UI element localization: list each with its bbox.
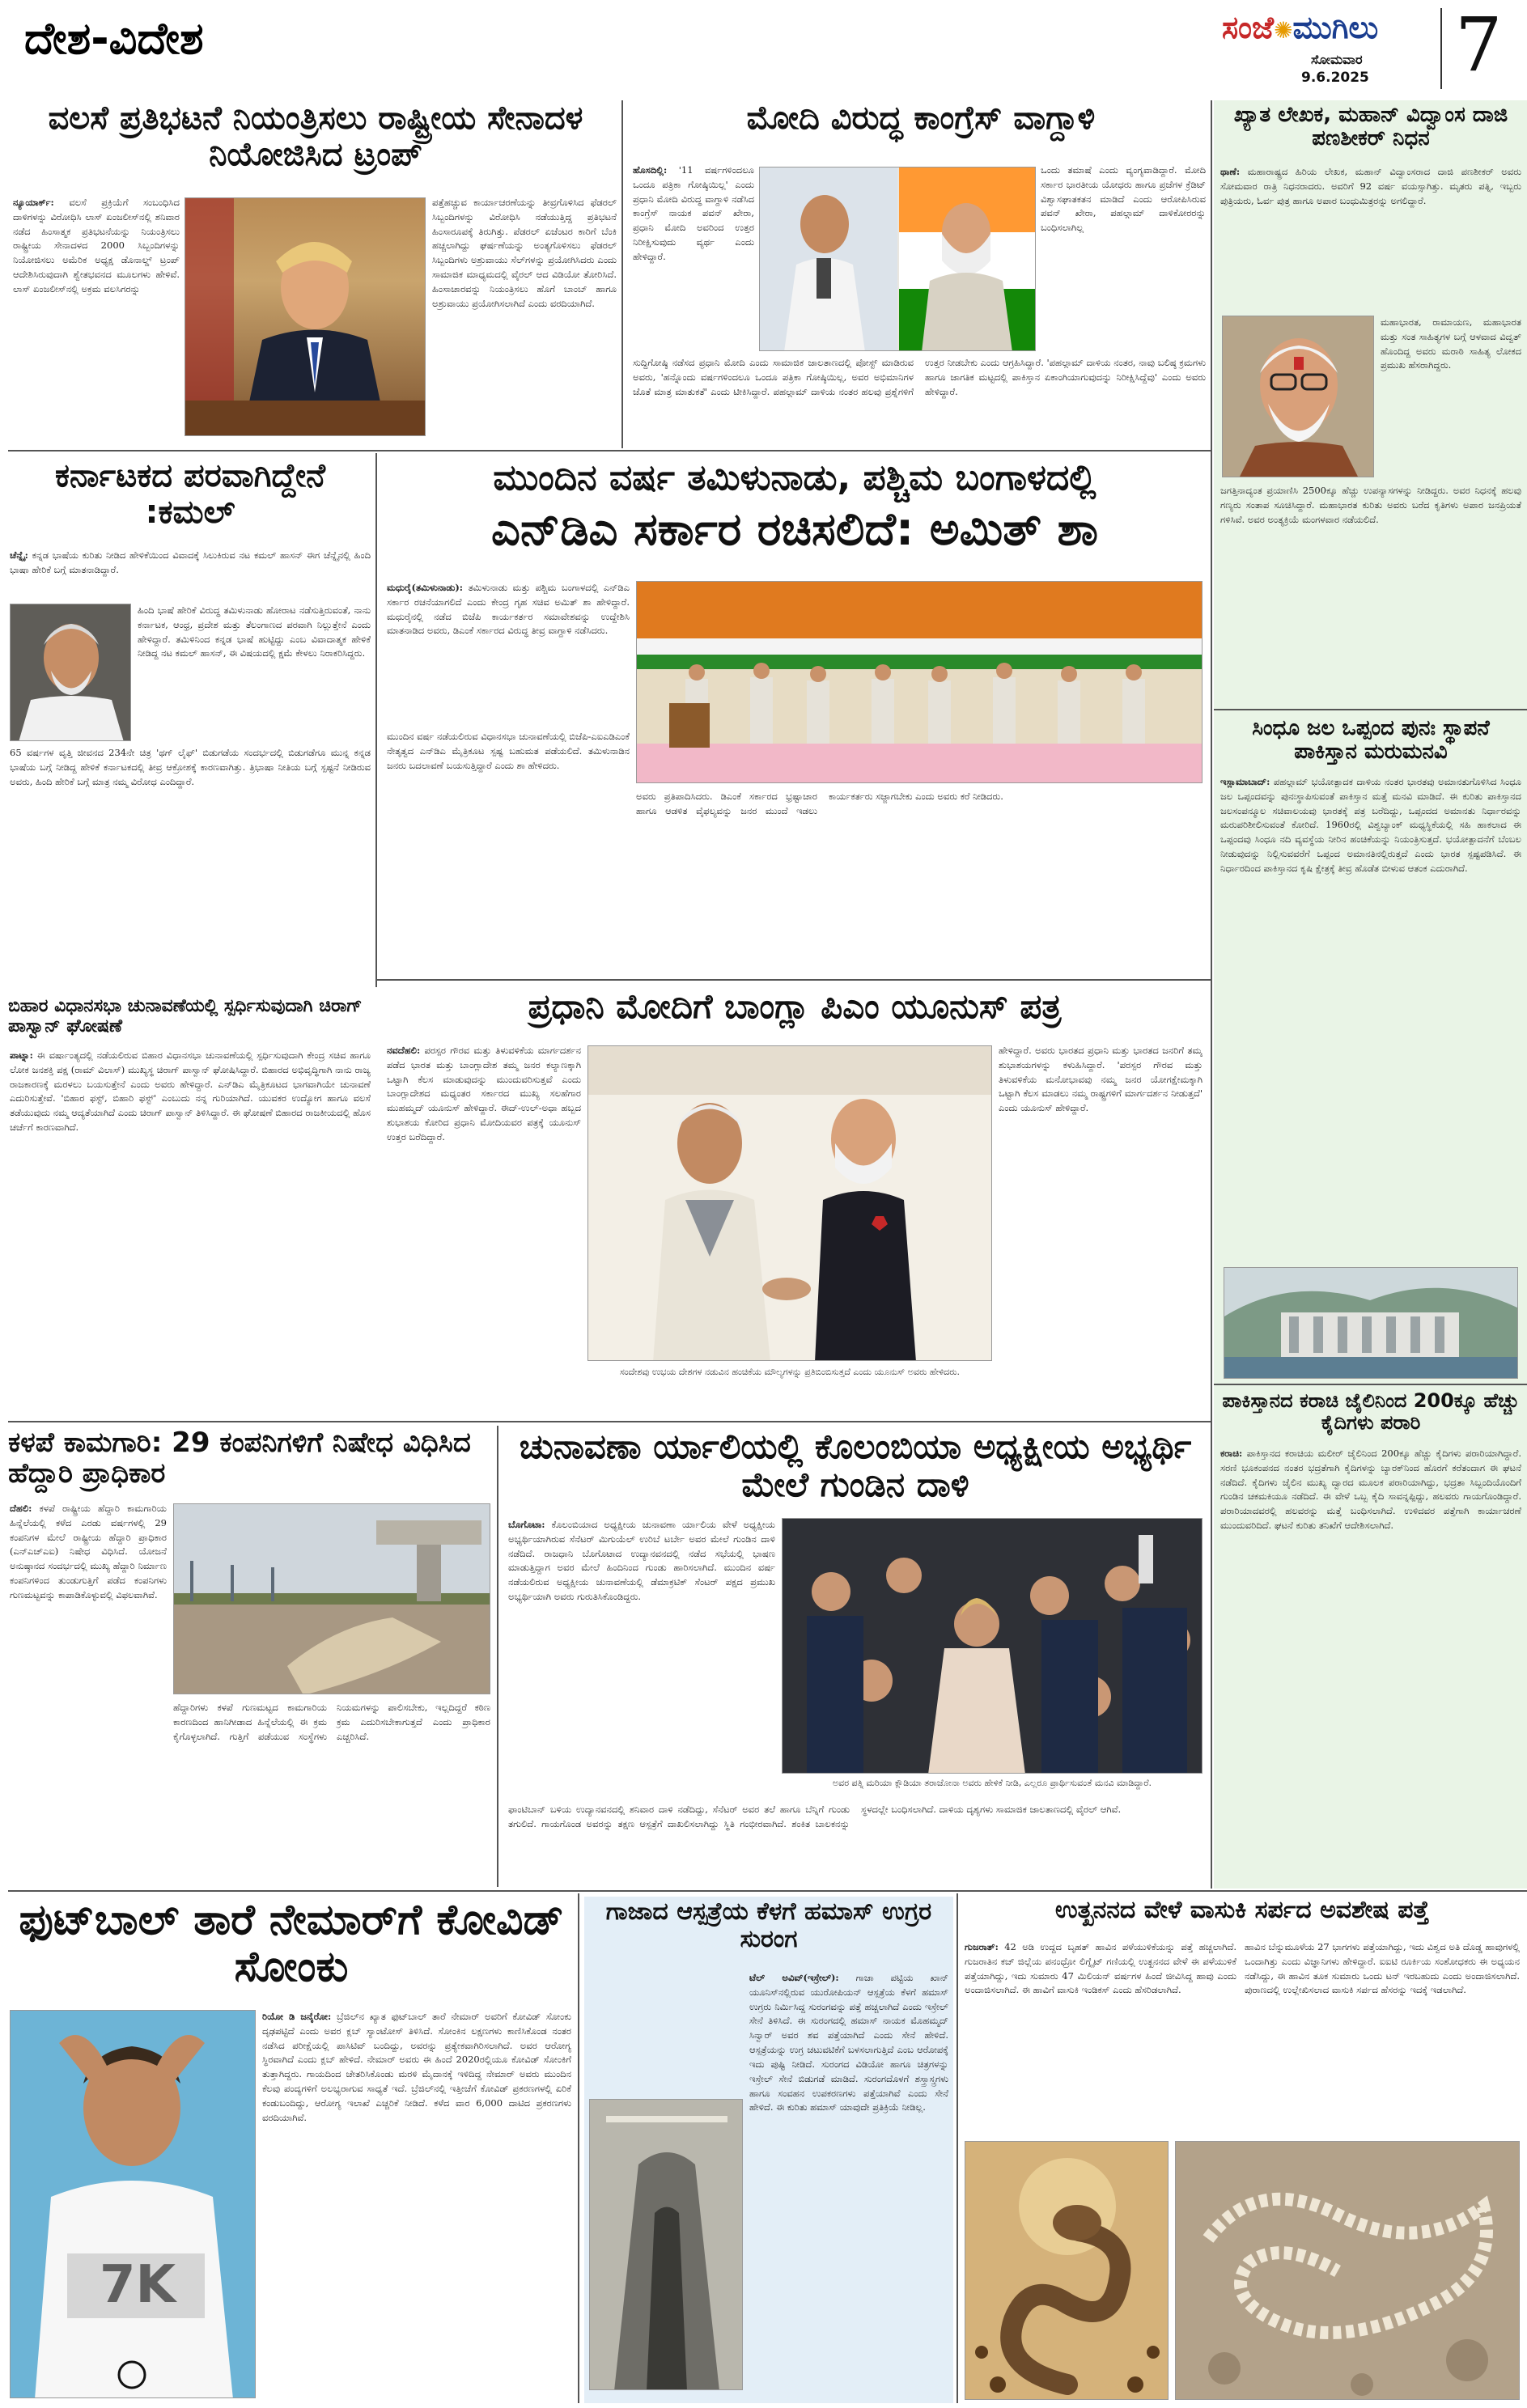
- article-body-col2: ಪತ್ತೆಹಚ್ಚುವ ಕಾರ್ಯಾಚರಣೆಯನ್ನು ತೀವ್ರಗೊಳಿಸಿದ ಫೆಡರಲ್ ಸಿಬ್ಬಂದಿಗಳನ್ನು ವಿರೋಧಿಸಿ ನಡೆಯುತ್ತಿದ್ದ ಪ್ರತಿಭಟನೆ ಹಿಂಸಾರೂಪಕ್ಕೆ ತಿರುಗಿತ್ತು. ಪೆಡರಲ್ ಏಜೆಂಟರ ಕಾರಿಗೆ ಬೆಂಕಿ ಹಚ್ಚಲಾಗಿದ್ದು ಘರ್ಷಣೆಯನ್ನು ಅಂತ್ಯಗೊಳಿಸಲು ಫೆಡರಲ್ ಸಿಬ್ಬಂದಿಗಳು ಅಶ್ರುವಾಯು ಸೆಲ್‌ಗಳನ್ನು ಪ್ರಯೋಗಿಸಿದರು ಎಂದು ಸಾಮಾಜಿಕ ಮಾಧ್ಯಮದಲ್ಲಿ ವೈರಲ್ ಆದ ವಿಡಿಯೋ ತೋರಿಸಿದೆ. ಹಿಂಸಾಚಾರವನ್ನು ನಿಯಂತ್ರಿಸಲು ಹೊಗೆ ಬಾಂಬ್ ಹಾಗೂ ಅಶ್ರುವಾಯು ಪ್ರಯೋಗಿಸಲಾಗಿದೆ ಎಂದು ವರದಿಯಾಗಿದೆ.: [432, 197, 617, 309]
- headline: ಬಿಹಾರ ವಿಧಾನಸಭಾ ಚುನಾವಣೆಯಲ್ಲಿ ಸ್ಪರ್ಧಿಸುವುದಾಗಿ ಚಿರಾಗ್ ಪಾಸ್ವಾನ್ ಘೋಷಣೆ: [8, 996, 363, 1037]
- dateline: ಬೊಗೊಟಾ:: [508, 1519, 545, 1530]
- text-spacer: [589, 1971, 749, 2104]
- article-yunus: [384, 987, 1206, 1416]
- article-gaza: [584, 1897, 953, 2403]
- article-body-top: [10, 549, 371, 597]
- khera-modi-photo: [759, 167, 1036, 351]
- article-obituary: [1220, 104, 1521, 702]
- article-body-col2: ಹೇಳಿದ್ದಾರೆ. ಅವರು ಭಾರತದ ಪ್ರಧಾನಿ ಮತ್ತು ಭಾರತದ ಜನರಿಗೆ ತಮ್ಮ ಶುಭಾಶಯಗಳನ್ನು ಕಳುಹಿಸಿದ್ದಾರೆ. 'ಪರಸ್ಪರ ಗೌರವ ಮತ್ತು ತಿಳುವಳಿಕೆಯ ಮನೋಭಾವವು ನಮ್ಮ ಜನರ ಯೋಗಕ್ಷೇಮಕ್ಕಾಗಿ ಒಟ್ಟಾಗಿ ಕೆಲಸ ಮಾಡಲು ನಮ್ಮ ರಾಷ್ಟ್ರಗಳಿಗೆ ಮಾರ್ಗದರ್ಶನ ನೀಡುತ್ತದೆ' ಎಂದು ಯೂನುಸ್ ಹೇಳಿದ್ದಾರೆ.: [999, 1045, 1203, 1114]
- article-body-bottom: ಸುದ್ದಿಗೋಷ್ಠಿ ನಡೆಸದ ಪ್ರಧಾನಿ ಮೋದಿ ಎಂದು ಸಾಮಾಜಿಕ ಜಾಲತಾಣದಲ್ಲಿ ಪೋಸ್ಟ್ ಮಾಡಿರುವ ಅವರು, 'ಹನ್ನೊಂದು ವರ್ಷಗಳಿಂದಲೂ ಒಂದೂ ಪತ್ರಿಕಾ ಗೋಷ್ಠಿಯಿಲ್ಲ, ಅವರ ಅಭಿಮಾನಿಗಳ ಜೊತೆ ಮಾತ್ರ ಮಾತುಕತೆ' ಎಂದು ಟೀಕಿಸಿದ್ದಾರೆ. ಪಹಲ್ಗಾಮ್ ದಾಳಿಯ ನಂತರ ಹಲವು ಪ್ರಶ್ನೆಗಳಿಗೆ ಉತ್ತರ ನೀಡಬೇಕು ಎಂದು ಆಗ್ರಹಿಸಿದ್ದಾರೆ. 'ಪಹಲ್ಗಾಮ್ ದಾಳಿಯ ನಂತರ, ನಾವು ಬಲಿಷ್ಠ ಕ್ರಮಗಳು ಹಾಗೂ ಜಾಗತಿಕ ಮಟ್ಟದಲ್ಲಿ ಪಾಕಿಸ್ತಾನ ಏಕಾಂಗಿಯಾಗುವುದನ್ನು ನಿರೀಕ್ಷಿಸಿದ್ದೆವು' ಎಂದು ಅವರು ಹೇಳಿದ್ದಾರೆ.: [633, 357, 1206, 397]
- elderly-man-figure: [1223, 316, 1374, 477]
- article-body: [1220, 775, 1521, 1228]
- headline-line-2: ಎನ್‌ಡಿಎ ಸರ್ಕಾರ ರಚಿಸಲಿದೆ: ಅಮಿತ್ ಶಾ: [491, 503, 1098, 556]
- headline-line-1: ಮುಂದಿನ ವರ್ಷ ತಮಿಳುನಾಡು, ಪಶ್ಚಿಮ ಬಂಗಾಳದಲ್ಲಿ: [493, 457, 1096, 498]
- article-trump: [8, 100, 621, 448]
- neymar-photo: [10, 2010, 256, 2398]
- article-body-bottom: 65 ವರ್ಷಗಳ ವೃತ್ತಿ ಜೀವನದ 234ನೇ ಚಿತ್ರ 'ಥಗ್ ಲೈಫ್' ಬಿಡುಗಡೆಯ ಸಂದರ್ಭದಲ್ಲಿ ಬಿಡುಗಡೆಗೂ ಮುನ್ನ ಕನ್ನಡ ಭಾಷೆಯ ಬಗ್ಗೆ ನೀಡಿದ್ದ ಹೇಳಿಕೆ ಕರ್ನಾಟಕದಲ್ಲಿ ತೀವ್ರ ಆಕ್ರೋಶಕ್ಕೆ ಕಾರಣವಾಗಿತ್ತು. ತ್ರಿಭಾಷಾ ನೀತಿಯ ಬಗ್ಗೆ ಸ್ಪಷ್ಟನೆ ನೀಡಿರುವ ಅವರು, ಹಿಂದಿ ಹೇರಿಕೆ ಬಗ್ಗೆ ಮಾತ್ರ ನಮ್ಮ ವಿರೋಧ ಎಂದಿದ್ದಾರೆ.: [10, 747, 371, 787]
- paper-logo: [1222, 10, 1378, 46]
- article-body-col2: ಹಾವಿನ ಬೆನ್ನುಮೂಳೆಯ 27 ಭಾಗಗಳು ಪತ್ತೆಯಾಗಿದ್ದು, ಇದು ವಿಶ್ವದ ಅತಿ ದೊಡ್ಡ ಹಾವುಗಳಲ್ಲಿ ಒಂದಾಗಿತ್ತು ಎಂದು ವಿಜ್ಞಾನಿಗಳು ಹೇಳಿದ್ದಾರೆ. ಐಐಟಿ ರೂರ್ಕಿಯ ಸಂಶೋಧಕರು ಈ ಅಧ್ಯಯನ ನಡೆಸಿದ್ದು, ಈ ಹಾವಿನ ತೂಕ ಸುಮಾರು ಒಂದು ಟನ್ ಇರಬಹುದು ಎಂದು ಅಂದಾಜಿಸಲಾಗಿದೆ. ಪುರಾಣದಲ್ಲಿ ಉಲ್ಲೇಖಿಸಲಾದ ವಾಸುಕಿ ಸರ್ಪದ ಹೆಸರನ್ನು ಇದಕ್ಕೆ ಇಡಲಾಗಿದೆ.: [1245, 1941, 1520, 1996]
- headline: ಪಾಕಿಸ್ತಾನದ ಕರಾಚಿ ಜೈಲಿನಿಂದ 200ಕ್ಕೂ ಹೆಚ್ಚು ಕೈದಿಗಳು ಪರಾರಿ: [1222, 1389, 1520, 1434]
- headline: ವಲಸೆ ಪ್ರತಿಭಟನೆ ನಿಯಂತ್ರಿಸಲು ರಾಷ್ಟ್ರೀಯ ಸೇನಾದಳ ನಿಯೋಜಿಸಿದ ಟ್ರಂಪ್: [48, 100, 583, 173]
- article-body: [589, 1971, 948, 2398]
- body-text: 42 ಅಡಿ ಉದ್ದದ ಬೃಹತ್ ಹಾವಿನ ಪಳೆಯುಳಿಕೆಯನ್ನು ಪತ್ತೆ ಹಚ್ಚಲಾಗಿದೆ. ಗುಜರಾತಿನ ಕಚ್ ಜಿಲ್ಲೆಯ ಪನಂಧ್ರೋ ಲಿಗ್ನೈಟ್ ಗಣಿಯಲ್ಲಿ ಉತ್ಖನನದ ವೇಳೆ ಈ ಪಳೆಯುಳಿಕೆ ಪತ್ತೆಯಾಗಿದ್ದು, ಇದು ಸುಮಾರು 47 ಮಿಲಿಯನ್ ವರ್ಷಗಳ ಹಿಂದೆ ಜೀವಿಸಿದ್ದ ಹಾವು ಎಂದು ಅಂದಾಜಿಸಲಾಗಿದೆ. ಈ ಹಾವಿಗೆ ವಾಸುಕಿ ಇಂಡಿಕಸ್ ಎಂದು ಹೆಸರಿಡಲಾಗಿದೆ.: [965, 1941, 1236, 1996]
- neymar-figure: [11, 2011, 256, 2398]
- photo-caption: ಅವರ ಪತ್ನಿ ಮರಿಯಾ ಕ್ಲೌಡಿಯಾ ತರಾಜೋನಾ ಅವರು ಹೇಳಿಕೆ ನೀಡಿ, ಎಲ್ಲರೂ ಪ್ರಾರ್ಥಿಸುವಂತೆ ಮನವಿ ಮಾಡಿದ್ದಾರೆ.: [832, 1778, 1152, 1788]
- article-neymar: [8, 1897, 575, 2403]
- dateline: ಪಾಟ್ನಾ:: [10, 1049, 33, 1061]
- article-highway: [8, 1427, 494, 1889]
- handshake-figure: [588, 1046, 992, 1361]
- headline: ಸಿಂಧೂ ಜಲ ಒಪ್ಪಂದ ಪುನಃ ಸ್ಥಾಪನೆ ಪಾಕಿಸ್ತಾನ ಮರುಮನವಿ: [1252, 716, 1490, 765]
- article-body-col3: ಅವರು ಪ್ರತಿಪಾದಿಸಿದರು. ಡಿಎಂಕೆ ಸರ್ಕಾರದ ಭ್ರಷ್ಟಾಚಾರ ಹಾಗೂ ಆಡಳಿತ ವೈಫಲ್ಯವನ್ನು ಜನರ ಮುಂದೆ ಇಡಲು ಕಾರ್ಯಕರ್ತರು ಸಜ್ಜಾಗಬೇಕು ಎಂದು ಅವರು ಕರೆ ನೀಡಿದರು.: [636, 791, 1003, 816]
- headline: ಕಳಪೆ ಕಾಮಗಾರಿ: 29 ಕಂಪನಿಗಳಿಗೆ ನಿಷೇಧ ವಿಧಿಸಿದ ಹೆದ್ದಾರಿ ಪ್ರಾಧಿಕಾರ: [8, 1427, 471, 1490]
- article-body-side: ಮಹಾಭಾರತ, ರಾಮಾಯಣ, ಮಹಾಭಾರತ ಮತ್ತು ಸಂತ ಸಾಹಿತ್ಯಗಳ ಬಗ್ಗೆ ಆಳವಾದ ವಿದ್ವತ್ ಹೊಂದಿದ್ದ ಅವರು ಮರಾಠಿ ಸಾಹಿತ್ಯ ಲೋಕದ ಪ್ರಮುಖ ಹೆಸರಾಗಿದ್ದರು.: [1381, 316, 1521, 371]
- column-rule: [621, 100, 623, 448]
- body-text: ಮಹಾರಾಷ್ಟ್ರದ ಹಿರಿಯ ಲೇಖಕ, ಮಹಾನ್ ವಿದ್ವಾಂಸರಾದ ದಾಜಿ ಪಣಶೀಕರ್ ಅವರು ಸೋಮವಾರ ರಾತ್ರಿ ನಿಧನರಾದರು. ಅವರಿಗೆ 92 ವರ್ಷ ವಯಸ್ಸಾಗಿತ್ತು. ಮೃತರು ಪತ್ನಿ, ಇಬ್ಬರು ಪುತ್ರಿಯರು, ಓರ್ವ ಪುತ್ರ ಹಾಗೂ ಅಪಾರ ಬಂಧುಮಿತ್ರರನ್ನು ಅಗಲಿದ್ದಾರೆ.: [1220, 166, 1521, 206]
- panshikar-photo: [1222, 316, 1374, 477]
- modi-yunus-photo: [587, 1045, 992, 1361]
- article-body-side: ಹಿಂದಿ ಭಾಷೆ ಹೇರಿಕೆ ವಿರುದ್ಧ ತಮಿಳುನಾಡು ಹೋರಾಟ ನಡೆಸುತ್ತಿರುವಂತೆ, ನಾನು ಕರ್ನಾಟಕ, ಆಂಧ್ರ, ಪ್ರದೇಶ ಮತ್ತು ತೆಲಂಗಾಣದ ಪರವಾಗಿ ನಿಲ್ಲುತ್ತೇನೆ ಎಂದು ಹೇಳಿದ್ದಾರೆ. ತಮಿಳಿನಿಂದ ಕನ್ನಡ ಭಾಷೆ ಹುಟ್ಟಿದ್ದು ಎಂಬ ವಿವಾದಾತ್ಮಕ ಹೇಳಿಕೆ ನೀಡಿದ್ದ ನಟ ಕಮಲ್ ಹಾಸನ್, ಈ ವಿಷಯದಲ್ಲಿ ಕ್ಷಮೆ ಕೇಳಲು ನಿರಾಕರಿಸಿದ್ದರು.: [138, 604, 371, 659]
- rally-crowd-figure: [783, 1519, 1203, 1774]
- fossil-figure: [1176, 2142, 1520, 2400]
- article-body: [1220, 1447, 1521, 1880]
- headline: ಉತ್ಖನನದ ವೇಳೆ ವಾಸುಕಿ ಸರ್ಪದ ಅವಶೇಷ ಪತ್ತೆ: [1054, 1896, 1430, 1924]
- page-number: 7: [1455, 2, 1503, 88]
- svg-text:7K: 7K: [100, 2255, 176, 2315]
- snake-illustration: [965, 2141, 1169, 2400]
- article-body-col1: [387, 581, 630, 723]
- rally-stage-photo: [636, 581, 1203, 783]
- section-title: ದೇಶ-ವಿದೇಶ: [24, 13, 204, 64]
- article-body-col3: ಒಂದು ತಮಾಷೆ ಎಂದು ವ್ಯಂಗ್ಯವಾಡಿದ್ದಾರೆ. ಮೋದಿ ಸರ್ಕಾರ ಭಾರತೀಯ ಯೋಧರು ಹಾಗೂ ಪ್ರಜೆಗಳ ಕ್ರೆಡಿಟ್ ವಿಶ್ವಾಸಘಾತಕತನ ಮಾಡಿದೆ ಎಂದು ಆರೋಪಿಸಿರುವ ಪವನ್ ಖೇರಾ, ಪಹಲ್ಗಾಮ್ ದಾಳಿಕೋರರನ್ನು ಬಂಧಿಸಲಾಗಿಲ್ಲ: [1041, 164, 1206, 234]
- body-text: ಕೊಲಂಬಿಯಾದ ಅಧ್ಯಕ್ಷೀಯ ಚುನಾವಣಾ ರ್ಯಾಲಿಯ ವೇಳೆ ಅಧ್ಯಕ್ಷೀಯ ಅಭ್ಯರ್ಥಿಯಾಗಿರುವ ಸೆನೆಟರ್ ಮಿಗುಯೆಲ್ ಉರಿಬೆ ಟರ್ಬೇ ಅವರ ಮೇಲೆ ಗುಂಡಿನ ದಾಳಿ ನಡೆದಿದೆ. ರಾಜಧಾನಿ ಬೊಗೊಟಾದ ಉದ್ಯಾನವನದಲ್ಲಿ ನಡೆದ ಸಭೆಯಲ್ಲಿ ಭಾಷಣ ಮಾಡುತ್ತಿದ್ದಾಗ ಅವರ ಮೇಲೆ ಹಿಂದಿನಿಂದ ಗುಂಡು ಹಾರಿಸಲಾಗಿದೆ. ಮುಂದಿನ ವರ್ಷ ನಡೆಯಲಿರುವ ಅಧ್ಯಕ್ಷೀಯ ಚುನಾವಣೆಯಲ್ಲಿ ಡೆಮಾಕ್ರಟಿಕ್ ಸೆಂಟರ್ ಪಕ್ಷದ ಪ್ರಮುಖ ಅಭ್ಯರ್ಥಿಯಾಗಿ ಅವರು ಗುರುತಿಸಿಕೊಂಡಿದ್ದರು.: [508, 1519, 775, 1603]
- column-rule: [375, 453, 377, 987]
- section-rule: [8, 1421, 1211, 1422]
- article-vasuki: [963, 1897, 1521, 2403]
- sun-palm-icon: ✺: [1274, 17, 1293, 44]
- body-text: ತಮಿಳುನಾಡು ಮತ್ತು ಪಶ್ಚಿಮ ಬಂಗಾಳದಲ್ಲಿ ಎನ್‌ಡಿಎ ಸರ್ಕಾರ ರಚನೆಯಾಗಲಿದೆ ಎಂದು ಕೇಂದ್ರ ಗೃಹ ಸಚಿವ ಅಮಿತ್ ಶಾ ಹೇಳಿದ್ದಾರೆ. ಮಧುರೈನಲ್ಲಿ ನಡೆದ ಬಿಜೆಪಿ ಕಾರ್ಯಕರ್ತರ ಸಮಾವೇಶವನ್ನು ಉದ್ದೇಶಿಸಿ ಮಾತನಾಡಿದ ಅವರು, ಡಿಎಂಕೆ ಸರ್ಕಾರದ ವಿರುದ್ಧ ತೀವ್ರ ವಾಗ್ದಾಳಿ ನಡೆಸಿದರು.: [387, 582, 630, 637]
- headline: ಚುನಾವಣಾ ರ್ಯಾಲಿಯಲ್ಲಿ ಕೊಲಂಬಿಯಾ ಅಧ್ಯಕ್ಷೀಯ ಅಭ್ಯರ್ಥಿ ಮೇಲೆ ಗುಂಡಿನ ದಾಳಿ: [519, 1427, 1192, 1505]
- body-text: ಕನ್ನಡ ಭಾಷೆಯ ಕುರಿತು ನೀಡಿದ ಹೇಳಿಕೆಯಿಂದ ವಿವಾದಕ್ಕೆ ಸಿಲುಕಿರುವ ನಟ ಕಮಲ್ ಹಾಸನ್ ಈಗ ಚೆನ್ನೈನಲ್ಲಿ ಹಿಂದಿ ಭಾಷಾ ಹೇರಿಕೆ ಬಗ್ಗೆ ಮಾತನಾಡಿದ್ದಾರೆ.: [10, 549, 371, 575]
- fossil-photo: [1175, 2141, 1520, 2400]
- headline: ಕರ್ನಾಟಕದ ಪರವಾಗಿದ್ದೇನೆ :ಕಮಲ್: [55, 457, 325, 531]
- body-text: ವಲಸೆ ಪ್ರಕ್ರಿಯೆಗೆ ಸಂಬಂಧಿಸಿದ ದಾಳಿಗಳನ್ನು ವಿರೋಧಿಸಿ ಲಾಸ್ ಏಂಜಲೀಸ್‌ನಲ್ಲಿ ಶನಿವಾರ ನಡೆದ ಹಿಂಸಾತ್ಮಕ ಪ್ರತಿಭಟನೆಯನ್ನು ನಿಯಂತ್ರಿಸಲು ರಾಷ್ಟ್ರೀಯ ಸೇನಾದಳದ 2000 ಸಿಬ್ಬಂದಿಗಳನ್ನು ನಿಯೋಜಿಸಲು ಅಮೆರಿಕ ಅಧ್ಯಕ್ಷ ಡೊನಾಲ್ಡ್ ಟ್ರಂಪ್ ಆದೇಶಿಸಿರುವುದಾಗಿ ಶ್ವೇತಭವನದ ಮೂಲಗಳು ಹೇಳಿವೆ. ಲಾಸ್ ಏಂಜಲೀಸ್‌ನಲ್ಲಿ ಅಕ್ರಮ ವಲಸಿಗರನ್ನು: [13, 197, 180, 295]
- article-kamal: [8, 458, 372, 992]
- header-divider: [1440, 8, 1442, 89]
- dateline: ಟೆಲ್ ಅವಿವ್(ಇಸ್ರೇಲ್):: [749, 1972, 839, 1983]
- article-body-col1: [387, 1044, 581, 1359]
- dateline: ಇಸ್ಲಾಮಾಬಾದ್:: [1220, 776, 1270, 787]
- two-politicians-figure: [760, 167, 1036, 351]
- dateline: ರಿಯೋ ಡಿ ಜನೈರೋ:: [262, 2011, 332, 2022]
- article-body-col1: [508, 1518, 775, 1798]
- article-body-col1: [633, 163, 754, 350]
- dateline: ಥಾಣೆ:: [1220, 166, 1241, 177]
- headline: ಗಾಜಾದ ಆಸ್ಪತ್ರೆಯ ಕೆಳಗೆ ಹಮಾಸ್ ಉಗ್ರರ ಸುರಂಗ: [605, 1897, 932, 1953]
- column-rule: [956, 1893, 958, 2403]
- section-rule: [1214, 1384, 1527, 1385]
- body-text: ಕಳಪೆ ರಾಷ್ಟ್ರೀಯ ಹೆದ್ದಾರಿ ಕಾಮಗಾರಿಯ ಹಿನ್ನೆಲೆಯಲ್ಲಿ ಕಳೆದ ಎರಡು ವರ್ಷಗಳಲ್ಲಿ 29 ಕಂಪನಿಗಳ ಮೇಲೆ ರಾಷ್ಟ್ರೀಯ ಹೆದ್ದಾರಿ ಪ್ರಾಧಿಕಾರ (ಎನ್‌ಎಚ್‌ಎಐ) ನಿಷೇಧ ವಿಧಿಸಿದೆ. ಯೋಜನೆ ಅನುಷ್ಠಾನದ ಸಂದರ್ಭದಲ್ಲಿ ಮುಖ್ಯ ಹೆದ್ದಾರಿ ನಿರ್ಮಾಣ ಕಂಪನಿಗಳಿಂದ ತುಂಡುಗುತ್ತಿಗೆ ಪಡೆದ ಕಂಪನಿಗಳು ಗುಣಮಟ್ಟವನ್ನು ಕಾಪಾಡಿಕೊಳ್ಳುವಲ್ಲಿ ವಿಫಲವಾಗಿವೆ.: [10, 1503, 167, 1600]
- dateline: ದೆಹಲಿ:: [10, 1503, 32, 1514]
- trump-photo: [185, 197, 426, 436]
- article-body-bottom: ಫಾಂಟಿಬಾನ್ ಬಳಿಯ ಉದ್ಯಾನವನದಲ್ಲಿ ಶನಿವಾರ ದಾಳಿ ನಡೆದಿದ್ದು, ಸೆನೆಟರ್ ಅವರ ತಲೆ ಹಾಗೂ ಬೆನ್ನಿಗೆ ಗುಂಡು ತಗುಲಿದೆ. ಗಾಯಗೊಂಡ ಅವರನ್ನು ತಕ್ಷಣ ಆಸ್ಪತ್ರೆಗೆ ದಾಖಲಿಸಲಾಗಿದ್ದು ಸ್ಥಿತಿ ಗಂಭೀರವಾಗಿದೆ. ಶಂಕಿತ ಬಾಲಕನನ್ನು ಸ್ಥಳದಲ್ಲೇ ಬಂಧಿಸಲಾಗಿದೆ. ದಾಳಿಯ ದೃಶ್ಯಗಳು ಸಾಮಾಜಿಕ ಜಾಲತಾಣದಲ್ಲಿ ವೈರಲ್ ಆಗಿವೆ.: [508, 1804, 1122, 1829]
- snake-figure: [965, 2142, 1169, 2400]
- column-rule: [1211, 100, 1212, 1889]
- dateline: ಚೆನ್ನೈ:: [10, 549, 28, 561]
- article-colombia: [505, 1427, 1206, 1889]
- dateline: ಮಧುರೈ(ತಮಿಳುನಾಡು):: [387, 582, 464, 593]
- body-text: ಪಹಲ್ಗಾಮ್ ಭಯೋತ್ಪಾದಕ ದಾಳಿಯ ನಂತರ ಭಾರತವು ಅಮಾನತುಗೊಳಿಸಿದ ಸಿಂಧೂ ಜಲ ಒಪ್ಪಂದವನ್ನು ಪುನಃಸ್ಥಾಪಿಸುವಂತೆ ಪಾಕಿಸ್ತಾನ ಮತ್ತೆ ಮನವಿ ಮಾಡಿದೆ. ಈ ಕುರಿತು ಪಾಕಿಸ್ತಾನದ ಜಲಸಂಪನ್ಮೂಲ ಸಚಿವಾಲಯವು ಭಾರತಕ್ಕೆ ಪತ್ರ ಬರೆದಿದ್ದು, ಒಪ್ಪಂದದ ಅಮಾನತು ನಿರ್ಧಾರವನ್ನು ಮರುಪರಿಶೀಲಿಸುವಂತೆ ಕೋರಿದೆ. 1960ರಲ್ಲಿ ವಿಶ್ವಬ್ಯಾಂಕ್ ಮಧ್ಯಸ್ಥಿಕೆಯಲ್ಲಿ ಸಹಿ ಹಾಕಲಾದ ಈ ಒಪ್ಪಂದವು ಸಿಂಧೂ ನದಿ ವ್ಯವಸ್ಥೆಯ ನೀರಿನ ಹಂಚಿಕೆಯನ್ನು ನಿಯಂತ್ರಿಸುತ್ತದೆ. ಭಯೋತ್ಪಾದನೆಗೆ ಬೆಂಬಲ ನೀಡುವುದನ್ನು ನಿಲ್ಲಿಸುವವರೆಗೆ ಒಪ್ಪಂದ ಅಮಾನತಿನಲ್ಲಿರುತ್ತದೆ ಎಂದು ಭಾರತ ಸ್ಪಷ್ಟಪಡಿಸಿದೆ. ಈ ನಿರ್ಧಾರದಿಂದ ಪಾಕಿಸ್ತಾನದ ಕೃಷಿ ಕ್ಷೇತ್ರಕ್ಕೆ ತೀವ್ರ ಹೊಡೆತ ಬೀಳುವ ಆತಂಕ ಎದುರಾಗಿದೆ.: [1220, 776, 1521, 874]
- body-text: ಈ ವರ್ಷಾಂತ್ಯದಲ್ಲಿ ನಡೆಯಲಿರುವ ಬಿಹಾರ ವಿಧಾನಸಭಾ ಚುನಾವಣೆಯಲ್ಲಿ ಸ್ಪರ್ಧಿಸುವುದಾಗಿ ಕೇಂದ್ರ ಸಚಿವ ಹಾಗೂ ಲೋಕ ಜನಶಕ್ತಿ ಪಕ್ಷ (ರಾಮ್ ವಿಲಾಸ್) ಮುಖ್ಯಸ್ಥ ಚಿರಾಗ್ ಪಾಸ್ವಾನ್ ಘೋಷಿಸಿದ್ದಾರೆ. ಬಿಹಾರದ ಅಭಿವೃದ್ಧಿಗಾಗಿ ನಾನು ರಾಜ್ಯ ರಾಜಕಾರಣಕ್ಕೆ ಮರಳಲು ಬಯಸುತ್ತೇನೆ ಎಂದು ಅವರು ಹೇಳಿದ್ದಾರೆ. ಎನ್‌ಡಿಎ ಮೈತ್ರಿಕೂಟದ ಭಾಗವಾಗಿಯೇ ಚುನಾವಣೆ ಎದುರಿಸುತ್ತೇವೆ. 'ಬಿಹಾರ ಫಸ್ಟ್, ಬಿಹಾರಿ ಫಸ್ಟ್' ಎಂಬುದು ನನ್ನ ಗುರಿಯಾಗಿದೆ. ಯುವಕರ ಉದ್ಯೋಗ ಹಾಗೂ ವಲಸೆ ತಡೆಯುವುದು ನಮ್ಮ ಆದ್ಯತೆಯಾಗಿದೆ ಎಂದು ಚಿರಾಗ್ ಪಾಸ್ವಾನ್ ತಿಳಿಸಿದ್ದಾರೆ. ಈ ಘೋಷಣೆ ಬಿಹಾರದ ರಾಜಕೀಯದಲ್ಲಿ ಹೊಸ ಚರ್ಚೆಗೆ ಕಾರಣವಾಗಿದೆ.: [10, 1049, 371, 1134]
- headline: ಮೋದಿ ವಿರುದ್ಧ ಕಾಂಗ್ರೆಸ್ ವಾಗ್ದಾಳಿ: [746, 100, 1096, 137]
- body-text: ಗಾಜಾ ಪಟ್ಟಿಯ ಖಾನ್ ಯೂನಿಸ್‌ನಲ್ಲಿರುವ ಯುರೋಪಿಯನ್ ಆಸ್ಪತ್ರೆಯ ಕೆಳಗೆ ಹಮಾಸ್ ಉಗ್ರರು ನಿರ್ಮಿಸಿದ್ದ ಸುರಂಗವನ್ನು ಪತ್ತೆ ಹಚ್ಚಲಾಗಿದೆ ಎಂದು ಇಸ್ರೇಲ್ ಸೇನೆ ತಿಳಿಸಿದೆ. ಈ ಸುರಂಗದಲ್ಲಿ ಹಮಾಸ್ ನಾಯಕ ಮೊಹಮ್ಮದ್ ಸಿನ್ವಾರ್ ಅವರ ಶವ ಪತ್ತೆಯಾಗಿದೆ ಎಂದು ಸೇನೆ ಹೇಳಿದೆ. ಆಸ್ಪತ್ರೆಯನ್ನು ಉಗ್ರ ಚಟುವಟಿಕೆಗೆ ಬಳಸಲಾಗುತ್ತಿದೆ ಎಂಬ ಆರೋಪಕ್ಕೆ ಇದು ಪುಷ್ಟಿ ನೀಡಿದೆ. ಸುರಂಗದ ವಿಡಿಯೋ ಹಾಗೂ ಚಿತ್ರಗಳನ್ನು ಇಸ್ರೇಲ್ ಸೇನೆ ಬಿಡುಗಡೆ ಮಾಡಿದೆ. ಸುರಂಗದೊಳಗೆ ಶಸ್ತ್ರಾಸ್ತ್ರಗಳು ಹಾಗೂ ಸಂವಹನ ಉಪಕರಣಗಳು ಪತ್ತೆಯಾಗಿವೆ ಎಂದು ಸೇನೆ ಹೇಳಿದೆ. ಈ ಕುರಿತು ಹಮಾಸ್ ಯಾವುದೇ ಪ್ರತಿಕ್ರಿಯೆ ನೀಡಿಲ್ಲ.: [749, 1972, 948, 2113]
- body-text: ಬ್ರೆಜಿಲ್‌ನ ಖ್ಯಾತ ಫುಟ್‌ಬಾಲ್ ತಾರೆ ನೇಮಾರ್ ಅವರಿಗೆ ಕೋವಿಡ್ ಸೋಂಕು ದೃಢಪಟ್ಟಿದೆ ಎಂದು ಅವರ ಕ್ಲಬ್ ಸ್ಯಾಂಟೋಸ್ ತಿಳಿಸಿದೆ. ಸೋಂಕಿನ ಲಕ್ಷಣಗಳು ಕಾಣಿಸಿಕೊಂಡ ನಂತರ ನಡೆಸಿದ ಪರೀಕ್ಷೆಯಲ್ಲಿ ಪಾಸಿಟಿವ್ ಬಂದಿದ್ದು, ಅವರನ್ನು ಪ್ರತ್ಯೇಕವಾಗಿರಿಸಲಾಗಿದೆ. ಅವರ ಆರೋಗ್ಯ ಸ್ಥಿರವಾಗಿದೆ ಎಂದು ಕ್ಲಬ್ ಹೇಳಿದೆ. ನೇಮಾರ್ ಅವರು ಈ ಹಿಂದೆ 2020ರಲ್ಲಿಯೂ ಕೋವಿಡ್ ಸೋಂಕಿಗೆ ತುತ್ತಾಗಿದ್ದರು. ಗಾಯದಿಂದ ಚೇತರಿಸಿಕೊಂಡು ಮರಳಿ ಮೈದಾನಕ್ಕೆ ಇಳಿದಿದ್ದ ನೇಮಾರ್ ಅವರು ಮುಂದಿನ ಕೆಲವು ಪಂದ್ಯಗಳಿಗೆ ಅಲಭ್ಯರಾಗುವ ಸಾಧ್ಯತೆ ಇದೆ. ಬ್ರೆಜಿಲ್‌ನಲ್ಲಿ ಇತ್ತೀಚೆಗೆ ಕೋವಿಡ್ ಪ್ರಕರಣಗಳಲ್ಲಿ ಏರಿಕೆ ಕಂಡುಬಂದಿದ್ದು, ಆರೋಗ್ಯ ಇಲಾಖೆ ಎಚ್ಚರಿಕೆ ನೀಡಿದೆ. ಕಳೆದ ವಾರ 6,000 ದಾಟಿದ ಪ್ರಕರಣಗಳು ವರದಿಯಾಗಿವೆ.: [262, 2011, 571, 2123]
- article-body: [10, 1049, 371, 1413]
- article-amit-shah: [384, 458, 1206, 976]
- section-rule: [8, 450, 1211, 451]
- article-karachi: [1220, 1390, 1521, 1885]
- article-modi-congress: [630, 100, 1209, 448]
- dateline: ನವದೆಹಲಿ:: [387, 1045, 421, 1056]
- trump-figure: [185, 198, 426, 436]
- article-body: [262, 2010, 571, 2398]
- article-chirag: [8, 997, 372, 1418]
- body-text: ಪರಸ್ಪರ ಗೌರವ ಮತ್ತು ತಿಳುವಳಿಕೆಯ ಮಾರ್ಗದರ್ಶನ ಪಡೆದ ಭಾರತ ಮತ್ತು ಬಾಂಗ್ಲಾದೇಶ ತಮ್ಮ ಜನರ ಕಲ್ಯಾಣಕ್ಕಾಗಿ ಒಟ್ಟಾಗಿ ಕೆಲಸ ಮಾಡುವುದನ್ನು ಮುಂದುವರಿಸುತ್ತವೆ ಎಂದು ಬಾಂಗ್ಲಾದೇಶದ ಮಧ್ಯಂತರ ಸರ್ಕಾರದ ಮುಖ್ಯ ಸಲಹೆಗಾರ ಮುಹಮ್ಮದ್ ಯೂನುಸ್ ಹೇಳಿದ್ದಾರೆ. ಈದ್-ಉಲ್-ಅಧಾ ಹಬ್ಬದ ಶುಭಾಶಯ ಕೋರಿದ ಪ್ರಧಾನಿ ಮೋದಿಯವರ ಪತ್ರಕ್ಕೆ ಯೂನುಸ್ ಉತ್ತರ ಬರೆದಿದ್ದಾರೆ.: [387, 1045, 581, 1143]
- photo-caption: ಸಂದೇಶವು ಉಭಯ ದೇಶಗಳ ನಡುವಿನ ಹಂಚಿಕೆಯ ಮೌಲ್ಯಗಳನ್ನು ಪ್ರತಿಬಿಂಬಿಸುತ್ತದೆ ಎಂದು ಯೂನುಸ್ ಅವರು ಹೇಳಿದರು.: [619, 1367, 961, 1377]
- rally-stage-figure: [637, 582, 1203, 783]
- weekday: ಸೋಮವಾರ: [1311, 52, 1363, 67]
- issue-date: 9.6.2025: [1301, 70, 1369, 86]
- logo-part-2: ಮುಗಿಲು: [1292, 10, 1379, 45]
- article-body-col2: ಹೆದ್ದಾರಿಗಳು ಕಳಪೆ ಗುಣಮಟ್ಟದ ಕಾಮಗಾರಿಯ ಕಾರಣದಿಂದ ಹಾನಿಗೀಡಾದ ಹಿನ್ನೆಲೆಯಲ್ಲಿ ಈ ಕ್ರಮ ಕೈಗೊಳ್ಳಲಾಗಿದೆ. ಗುತ್ತಿಗೆ ಪಡೆಯುವ ಸಂಸ್ಥೆಗಳು ನಿಯಮಗಳನ್ನು ಪಾಲಿಸಬೇಕು, ಇಲ್ಲದಿದ್ದರೆ ಕಠಿಣ ಕ್ರಮ ಎದುರಿಸಬೇಕಾಗುತ್ತದೆ ಎಂದು ಪ್ರಾಧಿಕಾರ ಎಚ್ಚರಿಸಿದೆ.: [173, 1702, 490, 1742]
- dam-figure: [1224, 1268, 1518, 1379]
- kamal-photo: [10, 604, 131, 741]
- section-rule: [1214, 709, 1527, 710]
- article-indus-treaty: [1220, 717, 1521, 1380]
- rally-crowd-photo: [782, 1518, 1203, 1774]
- dam-photo: [1224, 1267, 1518, 1379]
- section-rule: [377, 979, 1211, 981]
- headline: ಪ್ರಧಾನಿ ಮೋದಿಗೆ ಬಾಂಗ್ಲಾ ಪಿಎಂ ಯೂನುಸ್ ಪತ್ರ: [528, 986, 1062, 1026]
- article-body-col1: [10, 1502, 167, 1882]
- dateline: ನ್ಯೂಯಾರ್ಕ್:: [13, 197, 54, 208]
- dateline: ಹೊಸದಿಲ್ಲಿ:: [633, 164, 668, 176]
- article-body-col1: [965, 1940, 1236, 2135]
- article-body-bottom: ಜಗತ್ತಿನಾದ್ಯಂತ ಪ್ರಯಾಣಿಸಿ 2500ಕ್ಕೂ ಹೆಚ್ಚು ಉಪನ್ಯಾಸಗಳನ್ನು ನೀಡಿದ್ದರು. ಅವರ ನಿಧನಕ್ಕೆ ಹಲವು ಗಣ್ಯರು ಸಂತಾಪ ಸೂಚಿಸಿದ್ದಾರೆ. ಮಹಾಭಾರತ ಕುರಿತು ಅವರು ಬರೆದ ಕೃತಿಗಳು ಅಪಾರ ಜನಪ್ರಿಯತೆ ಗಳಿಸಿವೆ. ಅವರ ಅಂತ್ಯಕ್ರಿಯೆ ಮಂಗಳವಾರ ನಡೆಯಲಿದೆ.: [1220, 485, 1521, 525]
- headline: ಖ್ಯಾತ ಲೇಖಕ, ಮಹಾನ್ ವಿದ್ವಾಂಸ ದಾಜಿ ಪಣಶೀಕರ್ ನಿಧನ: [1233, 103, 1508, 151]
- highway-construction-figure: [174, 1504, 490, 1694]
- body-text: ಪಾಕಿಸ್ತಾನದ ಕರಾಚಿಯ ಮಲೀರ್ ಜೈಲಿನಿಂದ 200ಕ್ಕೂ ಹೆಚ್ಚು ಕೈದಿಗಳು ಪರಾರಿಯಾಗಿದ್ದಾರೆ. ಸರಣಿ ಭೂಕಂಪನದ ನಂತರ ಭದ್ರತೆಗಾಗಿ ಕೈದಿಗಳನ್ನು ಬ್ಯಾರಕ್‌ನಿಂದ ಹೊರಗೆ ಕರೆತಂದಾಗ ಈ ಘಟನೆ ನಡೆದಿದೆ. ಕೈದಿಗಳು ಜೈಲಿನ ಮುಖ್ಯ ದ್ವಾರದ ಮೂಲಕ ಪರಾರಿಯಾಗಿದ್ದು, ಭದ್ರತಾ ಸಿಬ್ಬಂದಿಯೊಂದಿಗೆ ಗುಂಡಿನ ಚಕಮಕಿಯೂ ನಡೆದಿದೆ. ಈ ವೇಳೆ ಒಬ್ಬ ಕೈದಿ ಸಾವನ್ನಪ್ಪಿದ್ದು, ಹಲವರು ಗಾಯಗೊಂಡಿದ್ದಾರೆ. ಪರಾರಿಯಾದವರಲ್ಲಿ ಹಲವರನ್ನು ಮತ್ತೆ ಬಂಧಿಸಲಾಗಿದೆ. ಉಳಿದವರ ಪತ್ತೆಗಾಗಿ ಕಾರ್ಯಾಚರಣೆ ಮುಂದುವರಿದಿದೆ. ಘಟನೆ ಕುರಿತು ತನಿಖೆಗೆ ಆದೇಶಿಸಲಾಗಿದೆ.: [1220, 1448, 1521, 1532]
- headline: ಫುಟ್‌ಬಾಲ್ ತಾರೆ ನೇಮಾರ್‌ಗೆ ಕೋವಿಡ್ ಸೋಂಕು: [19, 1896, 564, 1992]
- column-rule: [578, 1893, 579, 2403]
- kamal-figure: [11, 604, 131, 741]
- column-rule: [497, 1426, 498, 1887]
- dateline: ಕರಾಚಿ:: [1220, 1448, 1243, 1459]
- article-body-top: [1220, 165, 1521, 319]
- logo-part-1: ಸಂಜೆ: [1222, 10, 1275, 45]
- article-body-col1: [13, 196, 180, 439]
- section-rule: [8, 1890, 1527, 1892]
- highway-construction-photo: [173, 1503, 490, 1694]
- article-body-col2: ಮುಂದಿನ ವರ್ಷ ನಡೆಯಲಿರುವ ವಿಧಾನಸಭಾ ಚುನಾವಣೆಯಲ್ಲಿ ಬಿಜೆಪಿ-ಎಐಎಡಿಎಂಕೆ ನೇತೃತ್ವದ ಎನ್‌ಡಿಎ ಮೈತ್ರಿಕೂಟ ಸ್ಪಷ್ಟ ಬಹುಮತ ಪಡೆಯಲಿದೆ. ತಮಿಳುನಾಡಿನ ಜನರು ಬದಲಾವಣೆ ಬಯಸುತ್ತಿದ್ದಾರೆ ಎಂದು ಶಾ ಹೇಳಿದರು.: [387, 731, 630, 771]
- body-text: '11 ವರ್ಷಗಳಿಂದಲೂ ಒಂದೂ ಪತ್ರಿಕಾ ಗೋಷ್ಠಿಯಿಲ್ಲ' ಎಂದು ಪ್ರಧಾನಿ ಮೋದಿ ವಿರುದ್ಧ ವಾಗ್ದಾಳಿ ನಡೆಸಿದ ಕಾಂಗ್ರೆಸ್ ನಾಯಕ ಪವನ್ ಖೇರಾ, ಪ್ರಧಾನಿ ಮೋದಿ ಅವರಿಂದ ಉತ್ತರ ನಿರೀಕ್ಷಿಸುವುದು ವ್ಯರ್ಥ ಎಂದು ಹೇಳಿದ್ದಾರೆ.: [633, 164, 754, 262]
- masthead: [1214, 2, 1521, 92]
- dateline: ಗುಜರಾತ್:: [965, 1941, 999, 1952]
